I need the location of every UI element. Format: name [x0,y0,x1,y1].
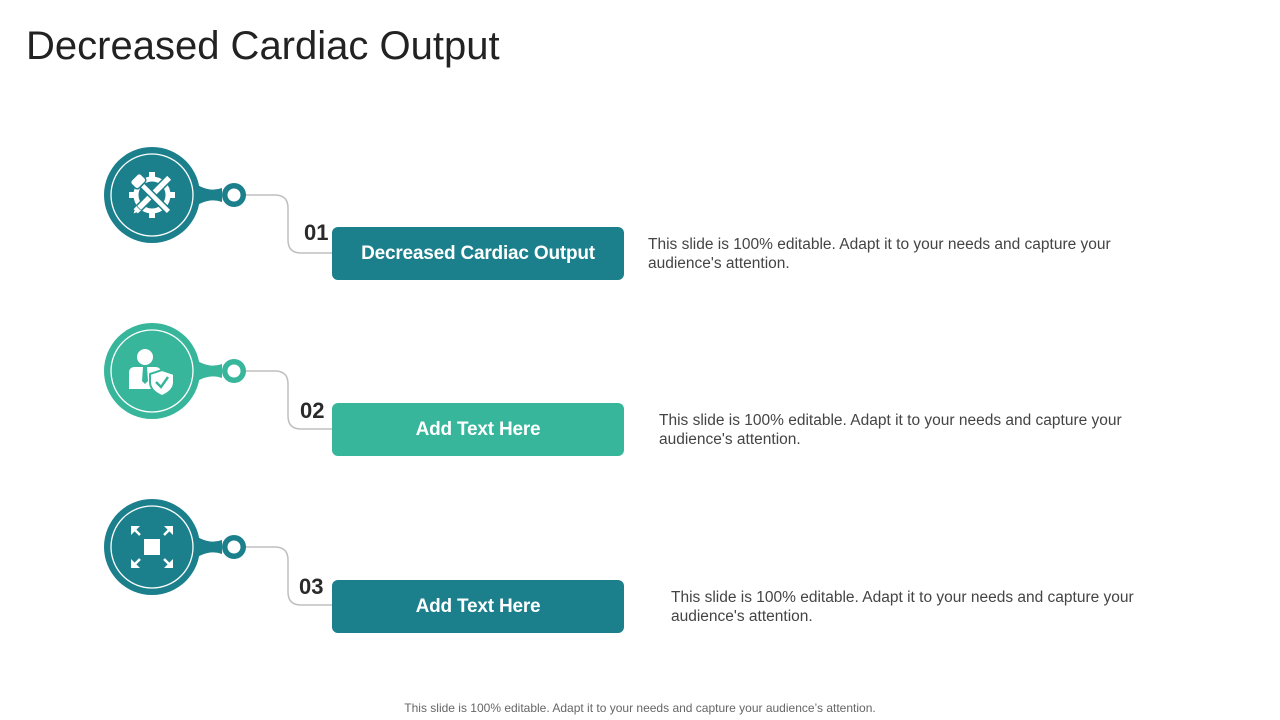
tools-gear-icon [129,172,175,218]
slide-footer: This slide is 100% editable. Adapt it to your needs and capture your audience’s attention. [404,701,876,715]
step-2-description: This slide is 100% editable. Adapt it to your needs and capture your audience's attention. [659,412,1122,448]
step-1-label[interactable]: Decreased Cardiac Output [332,227,624,280]
step-2-label[interactable]: Add Text Here [332,403,624,456]
step-3-node-inner [228,541,241,554]
step-3-graphic [104,499,332,605]
step-2-number: 02 [300,398,325,423]
step-1-node-inner [228,189,241,202]
step-3-description: This slide is 100% editable. Adapt it to your needs and capture your audience's attention. [671,589,1134,625]
step-3-number: 03 [299,574,324,599]
step-2-node-inner [228,365,241,378]
slide-title: Decreased Cardiac Output [26,24,500,68]
step-1-number: 01 [304,220,329,245]
step-1-description: This slide is 100% editable. Adapt it to your needs and capture your audience's attention. [648,236,1111,272]
step-2-graphic [104,323,332,429]
step-1-graphic [104,147,332,253]
step-3-label[interactable]: Add Text Here [332,580,624,633]
